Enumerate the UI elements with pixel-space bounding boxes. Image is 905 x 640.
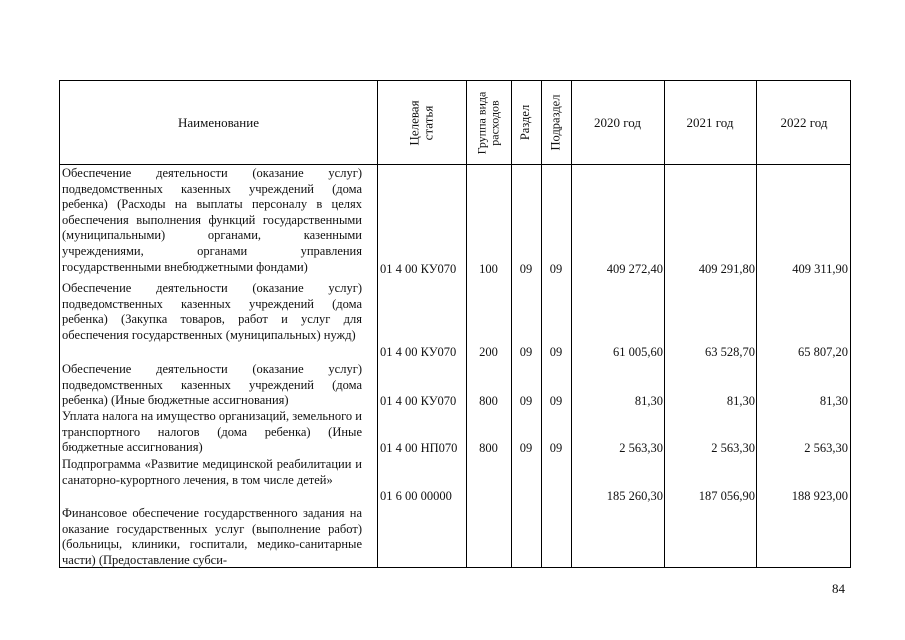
- row-name: Обеспечение деятельности (оказание услуг) подведомственных казенных учреждений (дома ребенка) (Расходы на выплаты персоналу в целях обеспечения выполнения функций государственными (муниципальными) органами, казенными учреждениями, органами управления государственными внебюджетными фондами): [62, 166, 362, 274]
- header-2021-label: 2021 год: [686, 114, 734, 130]
- row-subsection: 09: [549, 441, 563, 455]
- row-target-article: 01 4 00 КУ070: [380, 262, 457, 276]
- header-name: [60, 81, 377, 164]
- header-divider: [60, 164, 850, 165]
- row-name: Уплата налога на имущество организаций, земельного и транспортного налогов (дома ребенка) (Иные бюджетные ассигнования): [62, 409, 362, 455]
- header-target-article-label: Целевая статья: [406, 99, 436, 146]
- row-expense-group: 800: [479, 441, 498, 455]
- row-section: 09: [519, 394, 533, 408]
- header-section: [511, 81, 541, 164]
- row-subsection: 09: [549, 262, 563, 276]
- row-target-article: 01 4 00 НП070: [380, 441, 458, 455]
- header-target-article: [377, 81, 466, 164]
- row-target-article: 01 4 00 КУ070: [380, 394, 457, 408]
- header-subsection: [541, 81, 571, 164]
- row-name: Обеспечение деятельности (оказание услуг) подведомственных казенных учреждений (дома ребенка) (Иные бюджетные ассигнования): [62, 362, 362, 408]
- header-name-label: Наименование: [178, 114, 259, 130]
- row-expense-group: 800: [479, 394, 498, 408]
- row-name: Обеспечение деятельности (оказание услуг) подведомственных казенных учреждений (дома ребенка) (Закупка товаров, работ и услуг для обеспечения государственных (муниципальных) нужд): [62, 281, 362, 342]
- header-2022: [756, 81, 852, 164]
- row-value-2020: 2 563,30: [619, 441, 663, 455]
- row-section: 09: [519, 345, 533, 359]
- row-section: 09: [519, 262, 533, 276]
- row-name: Финансовое обеспечение государственного задания на оказание государственных услуг (выполнение работ) (больницы, клиники, госпитали, медико-санитарные части) (Предоставление субси-: [62, 506, 362, 567]
- row-value-2022: 188 923,00: [791, 489, 848, 503]
- row-value-2021: 81,30: [726, 394, 755, 408]
- header-2020: [571, 81, 664, 164]
- row-subsection: 09: [549, 345, 563, 359]
- row-value-2021: 409 291,80: [698, 262, 755, 276]
- row-name: Подпрограмма «Развитие медицинской реабилитации и санаторно-курортного лечения, в том числе детей»: [62, 457, 362, 487]
- row-value-2022: 409 311,90: [792, 262, 848, 276]
- row-value-2021: 63 528,70: [705, 345, 755, 359]
- header-expense-group: [466, 81, 511, 164]
- header-expense-group-label: Группа вида расходов: [474, 91, 502, 154]
- row-expense-group: 200: [479, 345, 498, 359]
- budget-table: [59, 80, 851, 568]
- row-target-article: 01 4 00 КУ070: [380, 345, 457, 359]
- row-expense-group: 100: [479, 262, 498, 276]
- row-value-2022: 81,30: [819, 394, 848, 408]
- row-value-2020: 61 005,60: [613, 345, 663, 359]
- row-value-2021: 187 056,90: [698, 489, 755, 503]
- header-2020-label: 2020 год: [594, 114, 641, 130]
- header-subsection-label: Подраздел: [548, 94, 563, 151]
- header-2021: [664, 81, 756, 164]
- row-subsection: 09: [549, 394, 563, 408]
- row-target-article: 01 6 00 00000: [380, 489, 452, 503]
- page-number: 84: [832, 581, 845, 596]
- header-section-label: Раздел: [518, 104, 533, 141]
- row-value-2020: 81,30: [634, 394, 663, 408]
- row-value-2021: 2 563,30: [711, 441, 755, 455]
- row-value-2020: 409 272,40: [606, 262, 663, 276]
- row-value-2020: 185 260,30: [606, 489, 663, 503]
- row-value-2022: 65 807,20: [798, 345, 848, 359]
- row-section: 09: [519, 441, 533, 455]
- header-2022-label: 2022 год: [780, 114, 828, 130]
- row-value-2022: 2 563,30: [804, 441, 848, 455]
